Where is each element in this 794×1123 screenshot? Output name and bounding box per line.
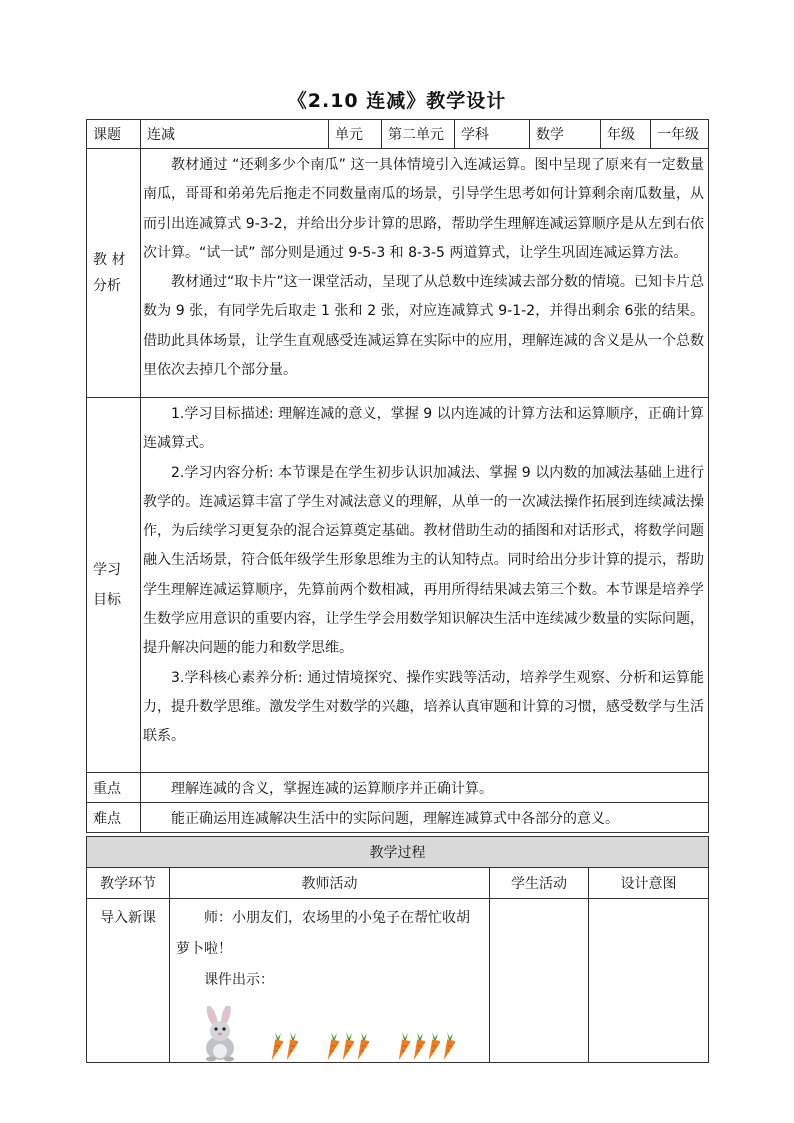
goals-paragraph-3: 3.学科核心素养分析: 通过情境探究、操作实践等活动，培养学生观察、分析和运算能力，提升数学思维。激发学生对数学的兴趣，培养认真审题和计算的习惯，感受数学与生活联系。 [143,669,704,745]
carrot-group-3 [395,1032,455,1062]
analysis-content [141,149,709,398]
analysis-label-line1: 教 材 [93,252,126,268]
goals-label-line2: 目标 [93,592,121,608]
intro-design-intent [589,899,709,1063]
grade-value: 一年级 [651,120,709,149]
teacher-line-2: 课件出示： [204,972,274,988]
carrot-group-1 [268,1032,298,1062]
carrot-group-2 [324,1032,369,1062]
goals-paragraph-1: 1.学习目标描述: 理解连减的意义，掌握 9 以内连减的计算方法和运算顺序，正确计算连减算式。 [143,406,704,452]
analysis-label [87,149,141,398]
difficulty-text: 能正确运用连减解决生活中的实际问题，理解连减算式中各部分的意义。 [141,803,709,833]
intro-student-activity [490,899,589,1063]
teaching-process-table [86,836,709,1063]
analysis-label-line2: 分析 [93,278,121,294]
subject-value: 数学 [530,120,601,149]
carrot-icon [339,1032,354,1062]
process-column-headers [87,868,709,899]
key-point-text: 理解连减的含义，掌握连减的运算顺序并正确计算。 [141,773,709,803]
key-point-label: 重点 [87,773,141,803]
analysis-paragraph-1: 教材通过 “还剩多少个南瓜” 这一具体情境引入连减运算。图中呈现了原来有一定数量南瓜，哥哥和弟弟先后拖走不同数量南瓜的场景，引导学生思考如何计算剩余南瓜数量，从而引出连减算式 9-3-2，并给出分步计算的思路，帮助学生理解连减运算顺序是从左到右依次计算。“试一试” 部分则是通过 9-5-3 和 8-3-5 两道算式，让学生巩固连减运算方法。 [143,157,704,261]
goals-row [87,398,709,773]
unit-label: 单元 [329,120,382,149]
carrot-icon [283,1032,298,1062]
col-teacher-header: 教师活动 [170,868,490,899]
goals-label [87,398,141,773]
goals-paragraph-2: 2.学习内容分析: 本节课是在学生初步认识加减法、掌握 9 以内数的加减法基础上进行教学的。连减运算丰富了学生对减法意义的理解，从单一的一次减法操作拓展到连续减法操作，为后续学习更复杂的混合运算奠定基础。教材借助生动的插图和对话形式，将数学问题融入生活场景，符合低年级学生形象思维为主的认知特点。同时给出分步计算的提示，帮助学生理解连减运算顺序，先算前两个数相减，再用所得结果减去第三个数。本节课是培养学生数学应用意识的重要内容，让学生学会用数学知识解决生活中连续减少数量的实际问题，提升解决问题的能力和数学思维。 [143,464,704,657]
carrot-icon [324,1032,339,1062]
carrot-icon [395,1032,410,1062]
goals-content [141,398,709,773]
intro-row [87,899,709,1063]
lesson-header-row [87,120,709,149]
unit-value: 第二单元 [382,120,455,149]
col-stage-header: 教学环节 [87,868,170,899]
carrot-icon [410,1032,425,1062]
rabbit-icon [198,1006,242,1062]
analysis-paragraph-2: 教材通过“取卡片”这一课堂活动，呈现了从总数中连续减去部分数的情境。已知卡片总数为 9 张，有同学先后取走 1 张和 2 张，对应连减算式 9-1-2，并得出剩余 6张的结果。借助此具体场景，让学生直观感受连减运算在实际中的应用，理解连减的含义是从一个总数里依次去掉几个部分量。 [143,274,704,379]
rabbit-carrot-illustration [176,1006,483,1062]
process-header: 教学过程 [87,837,709,868]
difficulty-row [87,803,709,833]
topic-value: 连减 [141,120,329,149]
document-title: 《2.10 连减》教学设计 [287,90,507,112]
subject-label: 学科 [455,120,530,149]
intro-stage: 导入新课 [87,899,170,1063]
col-intent-header: 设计意图 [589,868,709,899]
grade-label: 年级 [601,120,651,149]
analysis-row [87,149,709,398]
carrot-icon [268,1032,283,1062]
goals-label-line1: 学习 [93,562,121,578]
difficulty-label: 难点 [87,803,141,833]
carrot-icon [425,1032,440,1062]
teacher-line-1: 师：小朋友们，农场里的小兔子在帮忙收胡萝卜啦！ [176,910,470,957]
intro-teacher-activity [170,899,490,1063]
carrot-icon [354,1032,369,1062]
topic-label: 课题 [87,120,141,149]
process-header-row [87,837,709,868]
lesson-info-table [86,119,709,833]
col-student-header: 学生活动 [490,868,589,899]
key-point-row [87,773,709,803]
carrot-icon [440,1032,455,1062]
